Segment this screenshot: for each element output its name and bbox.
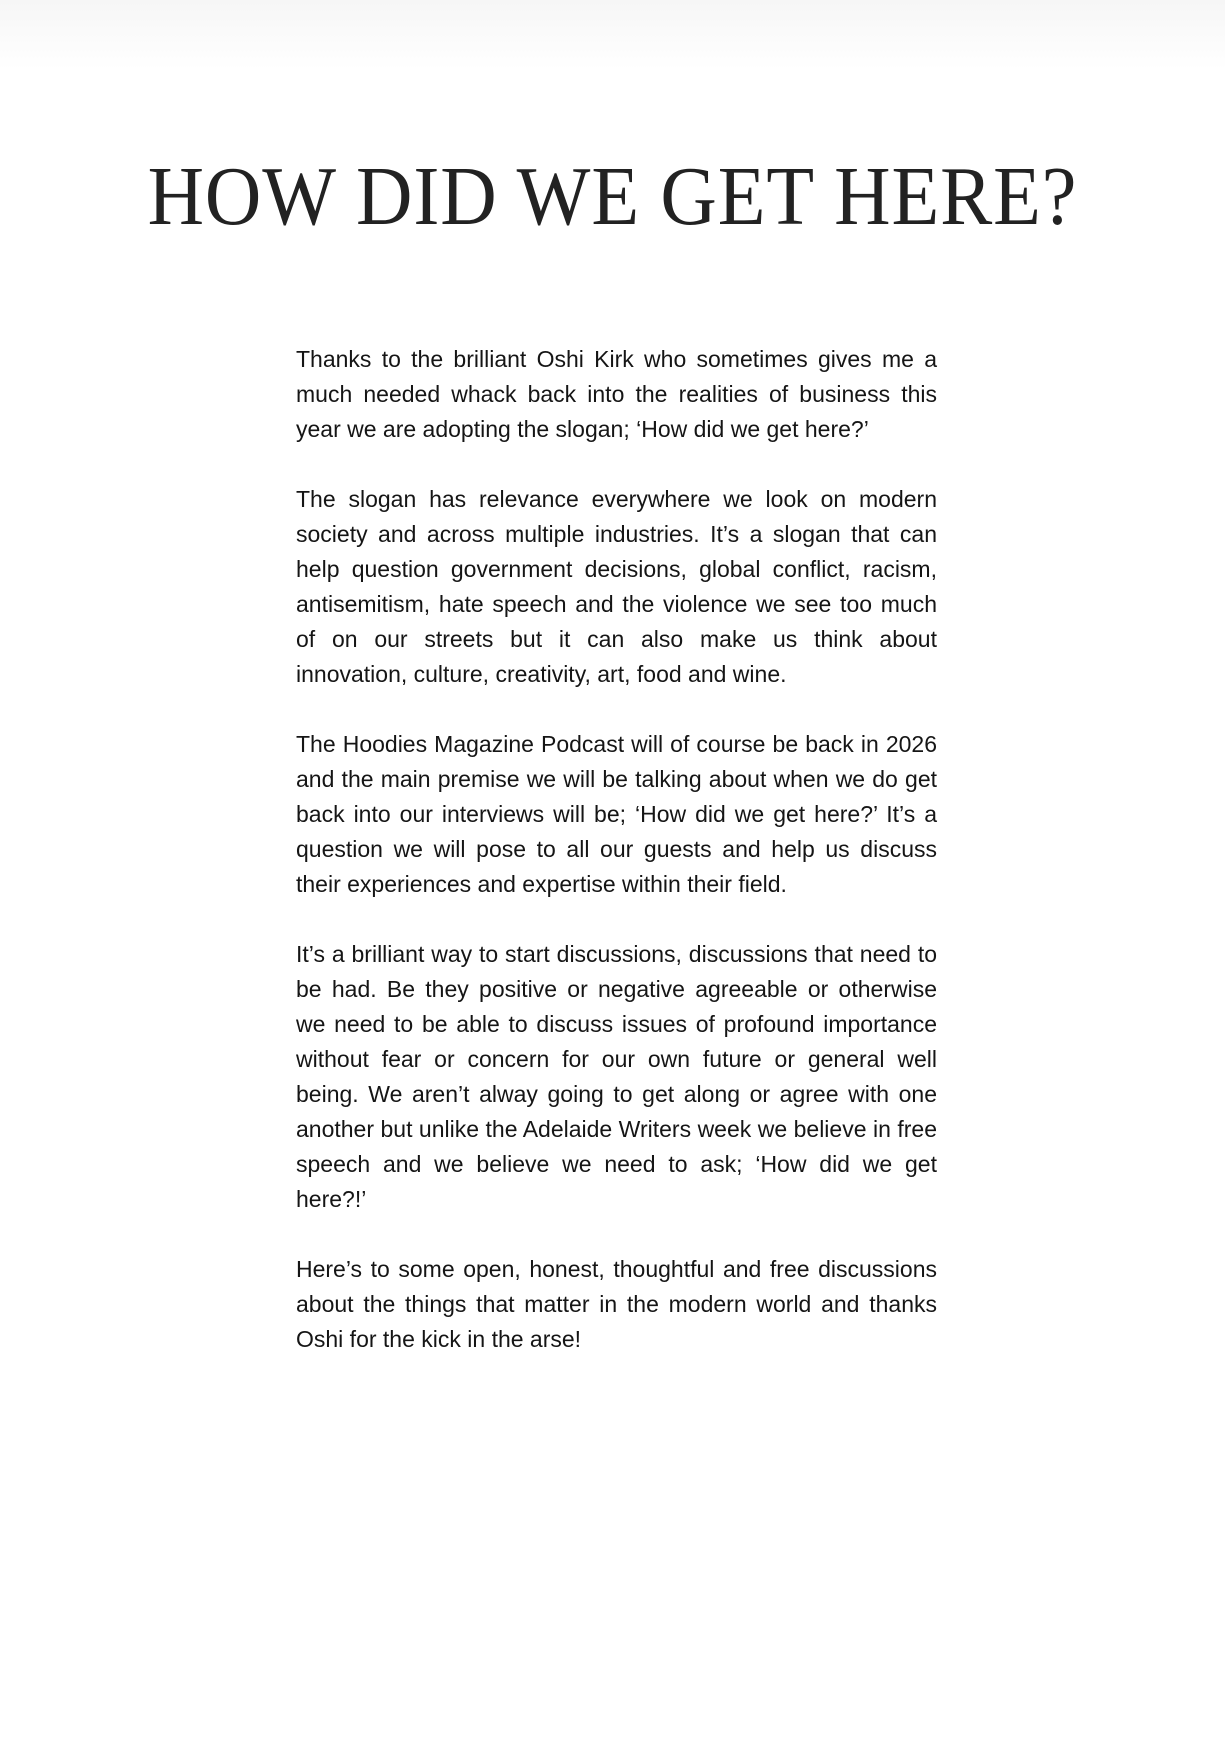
paragraph-discussions: It’s a brilliant way to start discussions, discussions that need to be had. Be they positive or negative agreeable or otherwise we need to be able to discuss issues of profound importance without fear or concern for our own future or general well being. We aren’t alway going to get along or agree with one another but unlike the Adelaide Writers week we believe in free speech and we believe we need to ask; ‘How did we get here?!’ bbox=[296, 941, 937, 1212]
paragraph-podcast: The Hoodies Magazine Podcast will of course be back in 2026 and the main premise we will be talking about when we do get back into our interviews will be; ‘How did we get here?’ It’s a question we will pose to all our guests and help us discuss their experiences and expertise within their field. bbox=[296, 731, 937, 897]
paragraph-intro: Thanks to the brilliant Oshi Kirk who sometimes gives me a much needed whack back into the realities of business this year we are adopting the slogan; ‘How did we get here?’ bbox=[296, 346, 937, 442]
paragraph-slogan-relevance: The slogan has relevance everywhere we look on modern society and across multiple industries. It’s a slogan that can help question government decisions, global conflict, racism, antisemitism, hate speech and the violence we see too much of on our streets but it can also make us think about innovation, culture, creativity, art, food and wine. bbox=[296, 486, 937, 687]
article-body bbox=[296, 342, 937, 1392]
page-title: HOW DID WE GET HERE? bbox=[147, 150, 1078, 243]
page-top-shadow bbox=[0, 0, 1225, 70]
paragraph-closing: Here’s to some open, honest, thoughtful and free discussions about the things that matter in the modern world and thanks Oshi for the kick in the arse! bbox=[296, 1256, 937, 1352]
